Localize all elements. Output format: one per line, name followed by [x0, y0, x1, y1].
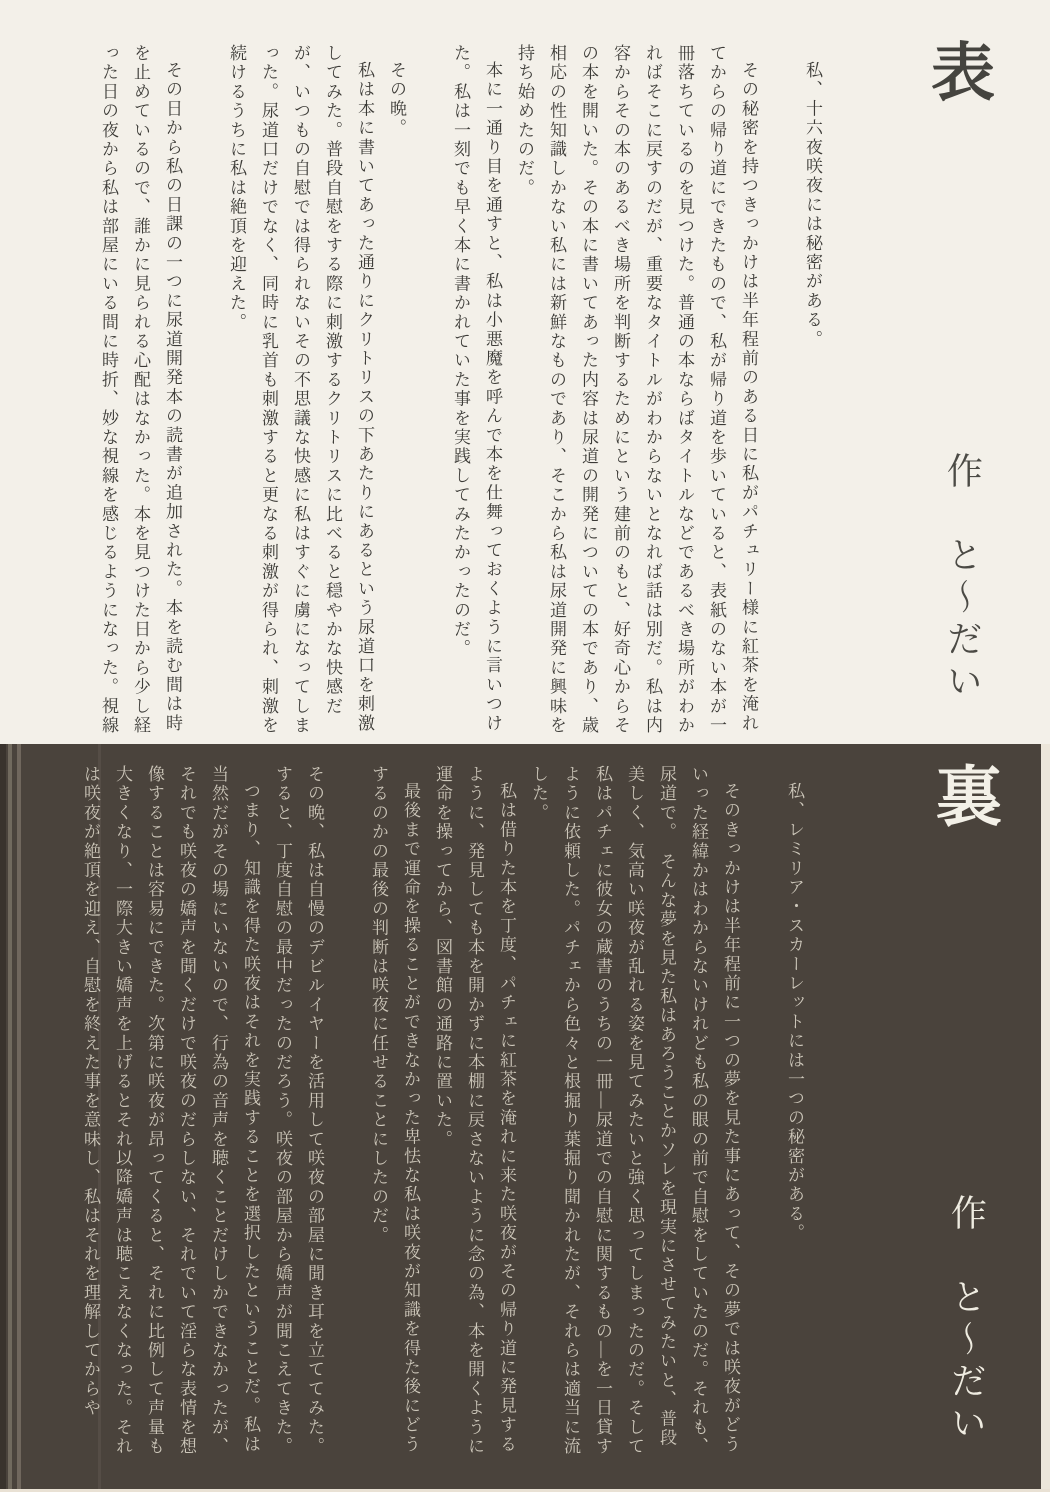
- back-story-section: [0, 744, 1041, 1489]
- story-paragraph: その秘密を持つきっかけは半年程前のある日に私がパチュリー様に紅茶を淹れてからの帰り道にできたもので、私が帰り道を歩いていると、表紙のない本が一冊落ちているのを見つけた。普通の本ならばタイトルなどであるべき場所がわかればそこに戻すのだが、重要なタイトルがわからないとなれば話は別だ。私は内容からその本のあるべき場所を判断するためにという建前のもと、好奇心からその本を開いた。その本に書いてあった内容は尿道の開発についての本であり、歳相応の性知識しかない私には新鮮なものであり、そこから私は尿道開発に興味を持ち始めたのだ。: [515, 44, 758, 736]
- story-paragraph: 私は借りた本を丁度、パチェに紅茶を淹れに来た咲夜がその帰り道に発見するように、発見しても本を開かずに本棚に戻さないように念の為、本を開くように運命を操ってから、図書館の通路に置いた。: [433, 765, 516, 1457]
- story-paragraph: その晩。: [387, 61, 406, 138]
- back-section-title: 裏: [936, 762, 1002, 835]
- back-story-text: [74, 765, 810, 1457]
- story-paragraph: 本に一通り目を通すと、私は小悪魔を呼んで本を仕舞っておくように言いつけた。私は一刻でも早く本に書かれていた事を実践してみたかったのだ。: [451, 44, 502, 733]
- front-story-section: [0, 0, 1050, 744]
- front-section-title: 表: [931, 38, 995, 109]
- page-stack-edge-line: [8, 744, 12, 1489]
- page-edge-shadow: [0, 744, 6, 1489]
- story-paragraph: その晩、私は自慢のデビルイヤーを活用して咲夜の部屋に聞き耳を立ててみた。: [305, 765, 324, 1457]
- story-paragraph: 私は本に書いてあった通りにクリトリスの下あたりにあるという尿道口を刺激してみた。普段自慰をする際に刺激するクリトリスに比べると穏やかな快感だが、いつもの自慰では得られないその不思議な快感に私はすぐに虜になってしまった。尿道口だけでなく、同時に乳首も刺激すると更なる刺激が得られ、刺激を続けるうちに私は絶頂を迎えた。: [227, 44, 374, 736]
- scan-right-margin: [1041, 744, 1050, 1492]
- story-paragraph: 最後まで運命を操ることができなかった卑怯な私は咲夜が知識を得た後にどうするのかの最後の判断は咲夜に任せることにしたのだ。: [369, 765, 420, 1454]
- story-paragraph: 私、十六夜咲夜には秘密がある。: [803, 61, 822, 349]
- story-paragraph: つまり、知識を得た咲夜はそれを実践することを選択したということだ。私は当然だがその場にいないので、行為の音声を聴くことだけしかできなかったが、それでも咲夜の嬌声を聞くだけで咲夜のだらしない、それでいて淫らな表情を想像することは容易にできた。次第に咲夜が昂ってくると、それに比例して声量も大きくなり、一際大きい嬌声を上げるとそれ以降嬌声は聴こえなくなった。それは咲夜が絶頂を迎え、自慰を終えた事を意味し、私はそれを理解してからや: [81, 765, 260, 1457]
- story-paragraph: すると、丁度自慰の最中だったのだろう。咲夜の部屋から嬌声が聞こえてきた。: [273, 765, 292, 1457]
- front-author-credit: 作 と〜だい: [942, 452, 983, 704]
- page-stack-edge-line: [17, 744, 21, 1489]
- front-story-text: [92, 44, 828, 736]
- back-author-credit: 作 と〜だい: [946, 1194, 987, 1446]
- story-paragraph: その日から私の日課の一つに尿道開発本の読書が追加された。本を読む間は時を止めているので、誰かに見られる心配はなかった。本を見つけた日から少し経った日の夜から私は部屋にいる間に時折、妙な視線を感じるようになった。視線: [99, 44, 182, 736]
- story-paragraph: そのきっかけは半年程前に一つの夢を見た事にあって、その夢では咲夜がどういった経緯かはわからないけれども私の眼の前で自慰をしていたのだ。それも、尿道で。 そんな夢を見た私はあろうことかソレを現実にさせてみたいと、普段美しく、気高い咲夜が乱れる姿を見てみたいと強く思ってしまったのだ。そして私はパチェに彼女の蔵書のうちの一冊―尿道での自慰に関するもの―を一日貸すように依頼した。パチェから色々と根掘り葉掘り聞かれたが、それらは適当に流した。: [529, 765, 740, 1457]
- story-paragraph: 私、レミリア・スカーレットには一つの秘密がある。: [785, 782, 804, 1243]
